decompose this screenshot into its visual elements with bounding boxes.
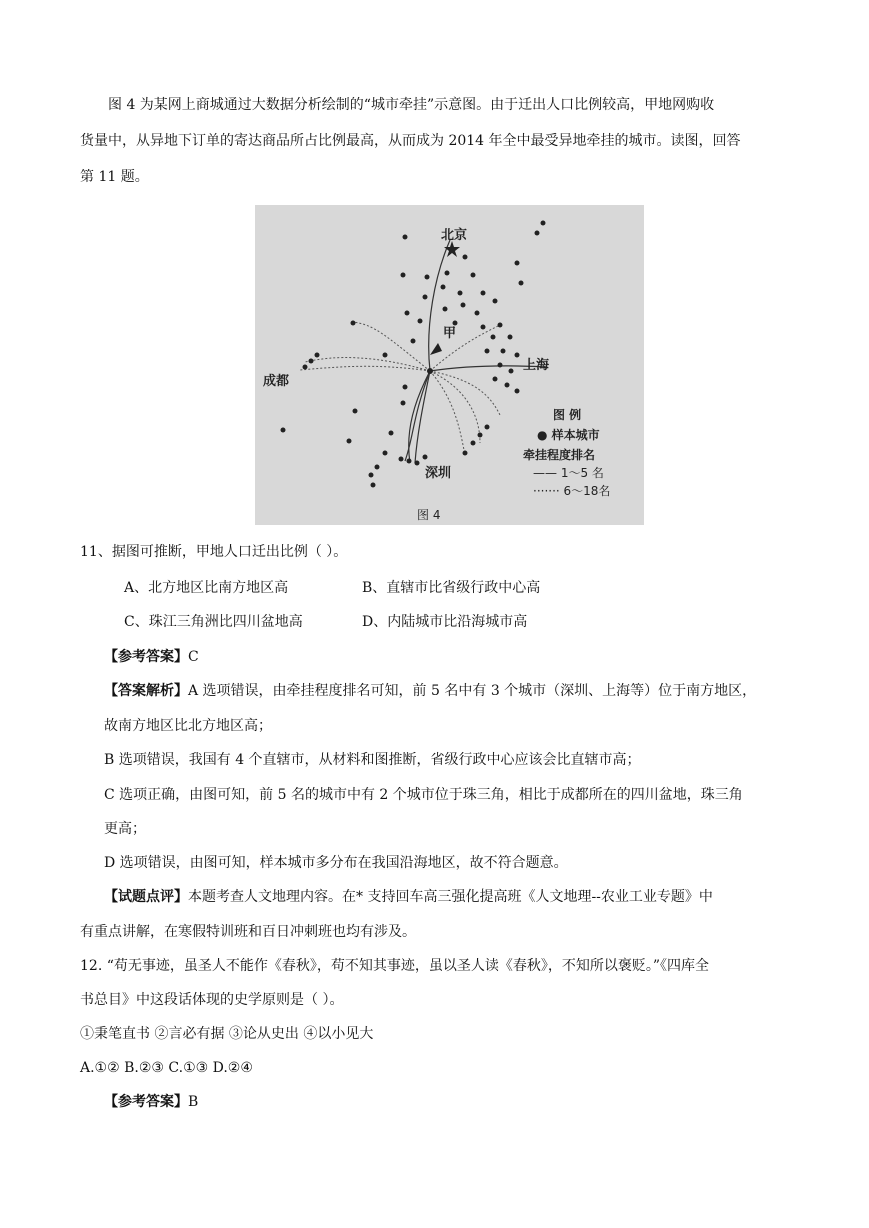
city-dot [401, 401, 406, 406]
q11-analysis-b: B 选项错误，我国有 4 个直辖市，从材料和图推断，省级行政中心应该会比直辖市高； [104, 752, 641, 768]
q12-answer-value: B [188, 1094, 199, 1110]
q11-review-text-1: 本题考查人文地理内容。在* 支持回车高三强化提高班《人文地理--农业工业专题》中 [188, 889, 713, 905]
city-dot [418, 319, 423, 324]
city-dot [347, 439, 352, 444]
city-dot [423, 295, 428, 300]
q11-review-label: 【试题点评】 [104, 889, 188, 905]
q11-review-line-1 [104, 887, 713, 907]
q11-answer-label: 【参考答案】 [104, 649, 188, 665]
city-dot [515, 261, 520, 266]
label-jia: 甲 [443, 326, 457, 341]
city-dot [453, 321, 458, 326]
figure-caption: 图 4 [417, 508, 441, 522]
city-dot [515, 353, 520, 358]
city-dot [371, 483, 376, 488]
q11-analysis-label: 【答案解析】 [104, 683, 188, 699]
q11-analysis-a-line-1 [104, 681, 756, 701]
city-dot [471, 441, 476, 446]
city-dot [493, 377, 498, 382]
city-dot [389, 431, 394, 436]
city-dot [309, 359, 314, 364]
city-dot [403, 385, 408, 390]
label-shenzhen: 深圳 [425, 466, 452, 481]
legend-rank-1-5: —— 1～5 名 [533, 466, 604, 480]
intro-line-1: 图 4 为某网上商城通过大数据分析绘制的“城市牵挂”示意图。由于迁出人口比例较高，甲地网购收 [108, 97, 715, 113]
q11-analysis-c-line-2: 更高； [104, 821, 146, 837]
intro-line-2: 货量中，从异地下订单的寄达商品所占比例最高，从而成为 2014 年全中最受异地牵挂的城市。读图，回答 [80, 133, 741, 149]
city-dot [315, 353, 320, 358]
city-dot [481, 325, 486, 330]
city-dot [353, 409, 358, 414]
city-dot [415, 461, 420, 466]
q12-stem-line-1: 12. “苟无事迹，虽圣人不能作《春秋》，苟不知其事迹，虽以圣人读《春秋》，不知所以褒贬。”《四库全 [80, 958, 710, 974]
city-dot [508, 335, 513, 340]
city-dot [475, 311, 480, 316]
q11-answer-value: C [188, 649, 199, 665]
city-dot [407, 459, 412, 464]
legend-sample-city: ● 样本城市 [537, 428, 600, 442]
city-dot [351, 321, 356, 326]
legend-rank-6-18: ······· 6～18名 [533, 484, 611, 498]
city-dot [281, 428, 286, 433]
city-dot [445, 271, 450, 276]
city-dot [485, 425, 490, 430]
city-dot [411, 339, 416, 344]
city-dot [509, 369, 514, 374]
q11-answer [104, 647, 199, 667]
q12-choices: A.①② B.②③ C.①③ D.②④ [80, 1060, 253, 1076]
city-dot [443, 307, 448, 312]
city-dot [303, 365, 308, 370]
city-dot [471, 273, 476, 278]
city-dot [375, 465, 380, 470]
q11-option-c: C、珠江三角洲比四川盆地高 [124, 614, 303, 630]
city-dot [369, 473, 374, 478]
q12-stem-line-2: 书总目》中这段话体现的史学原则是（ ）。 [80, 992, 344, 1008]
city-dot [493, 299, 498, 304]
city-dot [498, 363, 503, 368]
q11-stem: 11、据图可推断，甲地人口迁出比例（ ）。 [80, 544, 348, 560]
city-dot [461, 303, 466, 308]
city-dot [441, 285, 446, 290]
legend-rank-title: 牵挂程度排名 [523, 448, 596, 462]
city-dot [535, 231, 540, 236]
city-dot [481, 291, 486, 296]
map-svg [255, 205, 644, 525]
q11-option-a: A、北方地区比南方地区高 [124, 580, 289, 596]
q11-option-d: D、内陆城市比沿海城市高 [362, 614, 528, 630]
city-dot [425, 275, 430, 280]
city-dot [403, 235, 408, 240]
city-dot [501, 349, 506, 354]
city-dot [515, 389, 520, 394]
label-beijing: 北京 [441, 228, 468, 243]
city-dot [463, 255, 468, 260]
q12-answer [104, 1092, 198, 1112]
city-dot [399, 457, 404, 462]
q11-analysis-c-line-1: C 选项正确，由图可知，前 5 名的城市中有 2 个城市位于珠三角，相比于成都所在的四川盆地，珠三角 [104, 787, 743, 803]
city-dot [463, 451, 468, 456]
label-chengdu: 成都 [263, 374, 290, 389]
city-dot [401, 273, 406, 278]
intro-line-3: 第 11 题。 [80, 169, 149, 185]
q11-analysis-a-line-2: 故南方地区比北方地区高； [104, 718, 272, 734]
city-dot [519, 281, 524, 286]
city-dot [423, 455, 428, 460]
city-dot [478, 433, 483, 438]
city-dot [485, 349, 490, 354]
city-dot [505, 383, 510, 388]
city-missing-map-figure [255, 205, 644, 525]
q11-analysis-a-text-1: A 选项错误，由牵挂程度排名可知，前 5 名中有 3 个城市（深圳、上海等）位于南方地区， [188, 683, 757, 699]
legend-title: 图 例 [553, 408, 582, 422]
q12-options: ①秉笔直书 ②言必有据 ③论从史出 ④以小见大 [80, 1026, 374, 1042]
city-dot [498, 323, 503, 328]
q12-answer-label: 【参考答案】 [104, 1094, 188, 1110]
city-dot [405, 311, 410, 316]
city-dot [458, 291, 463, 296]
q11-option-b: B、直辖市比省级行政中心高 [362, 580, 541, 596]
label-shanghai: 上海 [523, 358, 550, 373]
city-dot [383, 353, 388, 358]
city-dot [491, 335, 496, 340]
city-dot [383, 451, 388, 456]
city-dot [541, 221, 546, 226]
q11-analysis-d: D 选项错误，由图可知，样本城市多分布在我国沿海地区，故不符合题意。 [104, 855, 568, 871]
jia-city-dot [427, 368, 433, 374]
q11-review-line-2: 有重点讲解，在寒假特训班和百日冲刺班也均有涉及。 [80, 924, 416, 940]
